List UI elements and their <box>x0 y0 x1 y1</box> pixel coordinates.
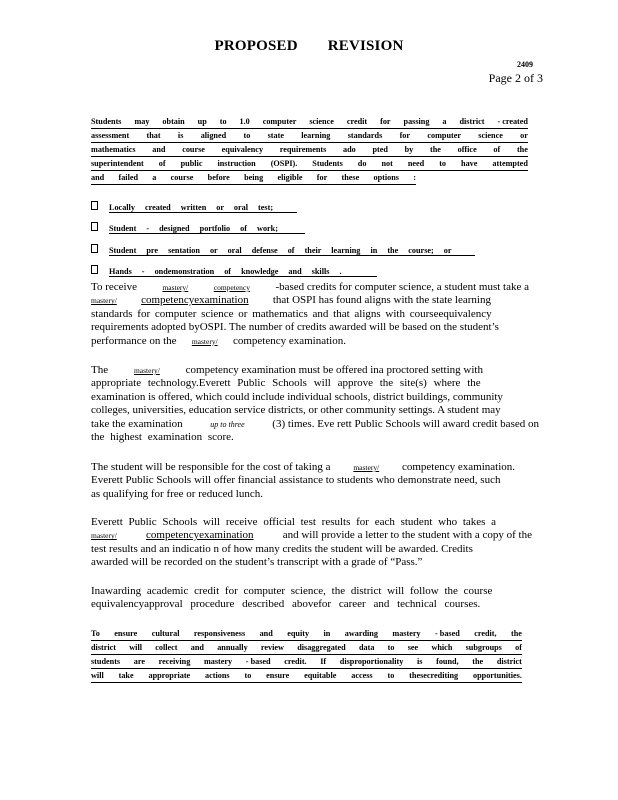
list-item-text: Locally created written or oral test; <box>109 203 297 213</box>
word: credit, <box>474 629 497 638</box>
text-line <box>91 627 522 641</box>
word: science <box>478 131 503 141</box>
paragraph-credits <box>91 281 529 348</box>
word: - based <box>435 629 460 638</box>
word: that <box>146 131 161 141</box>
paragraph-equity <box>91 627 522 683</box>
checkbox-glyph-icon <box>91 265 98 274</box>
checkbox-glyph-icon <box>91 222 98 231</box>
text-line: equivalencyapproval procedure described abovefor career and technical courses. <box>91 598 481 611</box>
word: is <box>416 657 423 667</box>
text-line <box>91 143 528 157</box>
word: need <box>407 159 425 169</box>
word: Students <box>312 159 343 169</box>
text-line: Everett Public Schools will offer financial assistance to students who demonstrate need, such <box>91 474 501 487</box>
word: cultural <box>151 629 180 638</box>
list-item <box>91 191 475 213</box>
word: for <box>380 117 391 126</box>
list-item-text: Hands - ondemonstration of knowledge and skills . <box>109 267 377 277</box>
word: computer <box>427 131 461 141</box>
word: students <box>91 657 121 667</box>
word: options <box>373 173 399 183</box>
word: not <box>381 159 393 169</box>
word: state <box>267 131 284 141</box>
word: equity <box>287 629 310 638</box>
text-line: The student will be responsible for the cost of taking a mastery/ competency examination. <box>91 461 515 473</box>
word: a <box>442 117 447 126</box>
word: the <box>516 145 528 155</box>
text-line <box>91 171 416 185</box>
word: to <box>243 131 251 141</box>
word: receiving <box>158 657 191 667</box>
word: or <box>520 131 528 141</box>
word: - based <box>245 657 271 667</box>
word: do <box>357 159 367 169</box>
word: opportunities. <box>473 671 522 681</box>
text-line: colleges, universities, education service districts, or other community settings. A student may <box>91 404 501 417</box>
word: passing <box>403 117 430 126</box>
word: failed <box>118 173 139 183</box>
list-item <box>91 256 475 278</box>
word: instruction <box>217 159 256 169</box>
word: will <box>129 643 142 653</box>
word: by <box>404 145 414 155</box>
word: public <box>180 159 203 169</box>
text-line: Inawarding academic credit for computer science, the district will follow the course <box>91 585 493 597</box>
text-line <box>91 641 522 655</box>
word: equitable <box>304 671 337 681</box>
text-line: as qualifying for free or reduced lunch. <box>91 487 263 500</box>
page-title: PROPOSED REVISION <box>214 38 404 54</box>
word: the <box>429 145 441 155</box>
word: the <box>472 657 484 667</box>
word: and <box>91 173 105 183</box>
word: and <box>190 643 204 653</box>
word: for <box>399 131 411 141</box>
paragraph-cost <box>91 461 533 501</box>
word: to <box>387 671 395 681</box>
paragraph-results <box>91 516 532 570</box>
document-number: 2409 <box>517 60 533 69</box>
word: subgroups <box>465 643 502 653</box>
word: thesecrediting <box>409 671 459 681</box>
word: up <box>197 117 207 126</box>
text-line: take the examination up to three (3) times. Eve rett Public Schools will award credit based on <box>91 417 539 430</box>
word: to <box>439 159 447 169</box>
text-line: appropriate technology.Everett Public Schools will approve the site(s) where the <box>91 377 481 390</box>
word: will <box>91 671 104 681</box>
word: credit <box>346 117 368 126</box>
word: of <box>493 145 501 155</box>
word: office <box>457 145 477 155</box>
list-item <box>91 213 475 235</box>
list-item-text: Student pre sentation or oral defense of their learning in the course; or <box>109 246 475 256</box>
word: course <box>170 173 194 183</box>
word: annually <box>217 643 248 653</box>
text-line: standards for computer science or mathematics and that aligns with courseequivalency <box>91 307 492 320</box>
list-item <box>91 234 475 256</box>
word: science <box>309 117 334 126</box>
word: awarding <box>344 629 378 638</box>
checkbox-glyph-icon <box>91 244 98 253</box>
word: superintendent <box>91 159 144 169</box>
word: assessment <box>91 131 130 141</box>
word: access <box>351 671 373 681</box>
word: the <box>511 629 522 638</box>
word: obtain <box>162 117 185 126</box>
word: district <box>496 657 522 667</box>
word: requirements <box>279 145 327 155</box>
text-line <box>91 129 528 143</box>
word: course <box>182 145 205 155</box>
word: 1.0 <box>239 117 250 126</box>
word: being <box>244 173 264 183</box>
text-line: awarded will be recorded on the student’s transcript with a grade of “Pass.” <box>91 556 423 569</box>
text-line <box>91 655 522 669</box>
word: mastery <box>203 657 233 667</box>
list-item-text: Student - designed portfolio of work; <box>109 224 305 234</box>
word: is <box>177 131 184 141</box>
word: equivalency <box>221 145 264 155</box>
word: : <box>413 173 416 183</box>
word: which <box>431 643 453 653</box>
word: disaggregated <box>297 643 346 653</box>
page-number: Page 2 of 3 <box>488 71 543 85</box>
options-list <box>91 191 475 277</box>
text-line: mastery/ competencyexamination that OSPI has found aligns with the state learning <box>91 294 491 307</box>
word: and <box>259 629 273 638</box>
text-line <box>91 115 528 129</box>
word: to <box>387 643 395 653</box>
word: credit. <box>284 657 307 667</box>
word: are <box>133 657 145 667</box>
word: mathematics <box>91 145 136 155</box>
word: before <box>207 173 230 183</box>
word: a <box>152 173 157 183</box>
word: - created <box>497 117 528 126</box>
text-line: To receive mastery/ competency -based credits for computer science, a student must take a <box>91 281 529 293</box>
text-line: mastery/ competencyexamination and will provide a letter to the student with a copy of the <box>91 529 532 542</box>
word: may <box>134 117 150 126</box>
text-line: The mastery/ competency examination must be offered ina proctored setting with <box>91 364 483 376</box>
word: take <box>118 671 134 681</box>
text-line: Everett Public Schools will receive official test results for each student who takes a <box>91 516 497 528</box>
word: disproportionality <box>339 657 404 667</box>
word: collect <box>155 643 178 653</box>
paragraph-equivalency <box>91 585 531 612</box>
word: Students <box>91 117 122 126</box>
word: found, <box>436 657 459 667</box>
word: data <box>358 643 375 653</box>
text-line: requirements adopted byOSPI. The number of credits awarded will be based on the student’s <box>91 321 499 334</box>
text-line: the highest examination score. <box>91 431 234 444</box>
word: standards <box>347 131 383 141</box>
word: see <box>407 643 419 653</box>
word: have <box>461 159 478 169</box>
word: computer <box>262 117 297 126</box>
text-line: performance on the mastery/ competency examination. <box>91 334 346 347</box>
text-line <box>91 157 528 171</box>
checkbox-glyph-icon <box>91 201 98 210</box>
word: eligible <box>277 173 303 183</box>
word: pted <box>372 145 388 155</box>
word: appropriate <box>148 671 191 681</box>
paragraph-eligibility <box>91 115 528 185</box>
word: aligned <box>200 131 227 141</box>
text-line: test results and an indicatio n of how many credits the student will be awarded. Credits <box>91 542 473 555</box>
word: ensure <box>114 629 138 638</box>
word: actions <box>205 671 230 681</box>
word: If <box>320 657 327 667</box>
word: to <box>244 671 252 681</box>
word: To <box>91 629 100 638</box>
word: of <box>515 643 522 653</box>
paragraph-examination <box>91 364 539 444</box>
word: to <box>219 117 227 126</box>
word: in <box>323 629 331 638</box>
word: (OSPI). <box>270 159 298 169</box>
text-line <box>91 669 522 683</box>
word: mastery <box>392 629 421 638</box>
word: attempted <box>492 159 528 169</box>
text-line: examination is offered, which could include individual schools, district buildings, community <box>91 390 503 403</box>
word: district <box>91 643 117 653</box>
word: review <box>260 643 284 653</box>
word: and <box>152 145 166 155</box>
word: ado <box>343 145 356 155</box>
word: responsiveness <box>193 629 246 638</box>
word: these <box>341 173 360 183</box>
word: learning <box>301 131 331 141</box>
word: ensure <box>266 671 290 681</box>
word: of <box>158 159 166 169</box>
word: for <box>316 173 328 183</box>
word: district <box>459 117 485 126</box>
